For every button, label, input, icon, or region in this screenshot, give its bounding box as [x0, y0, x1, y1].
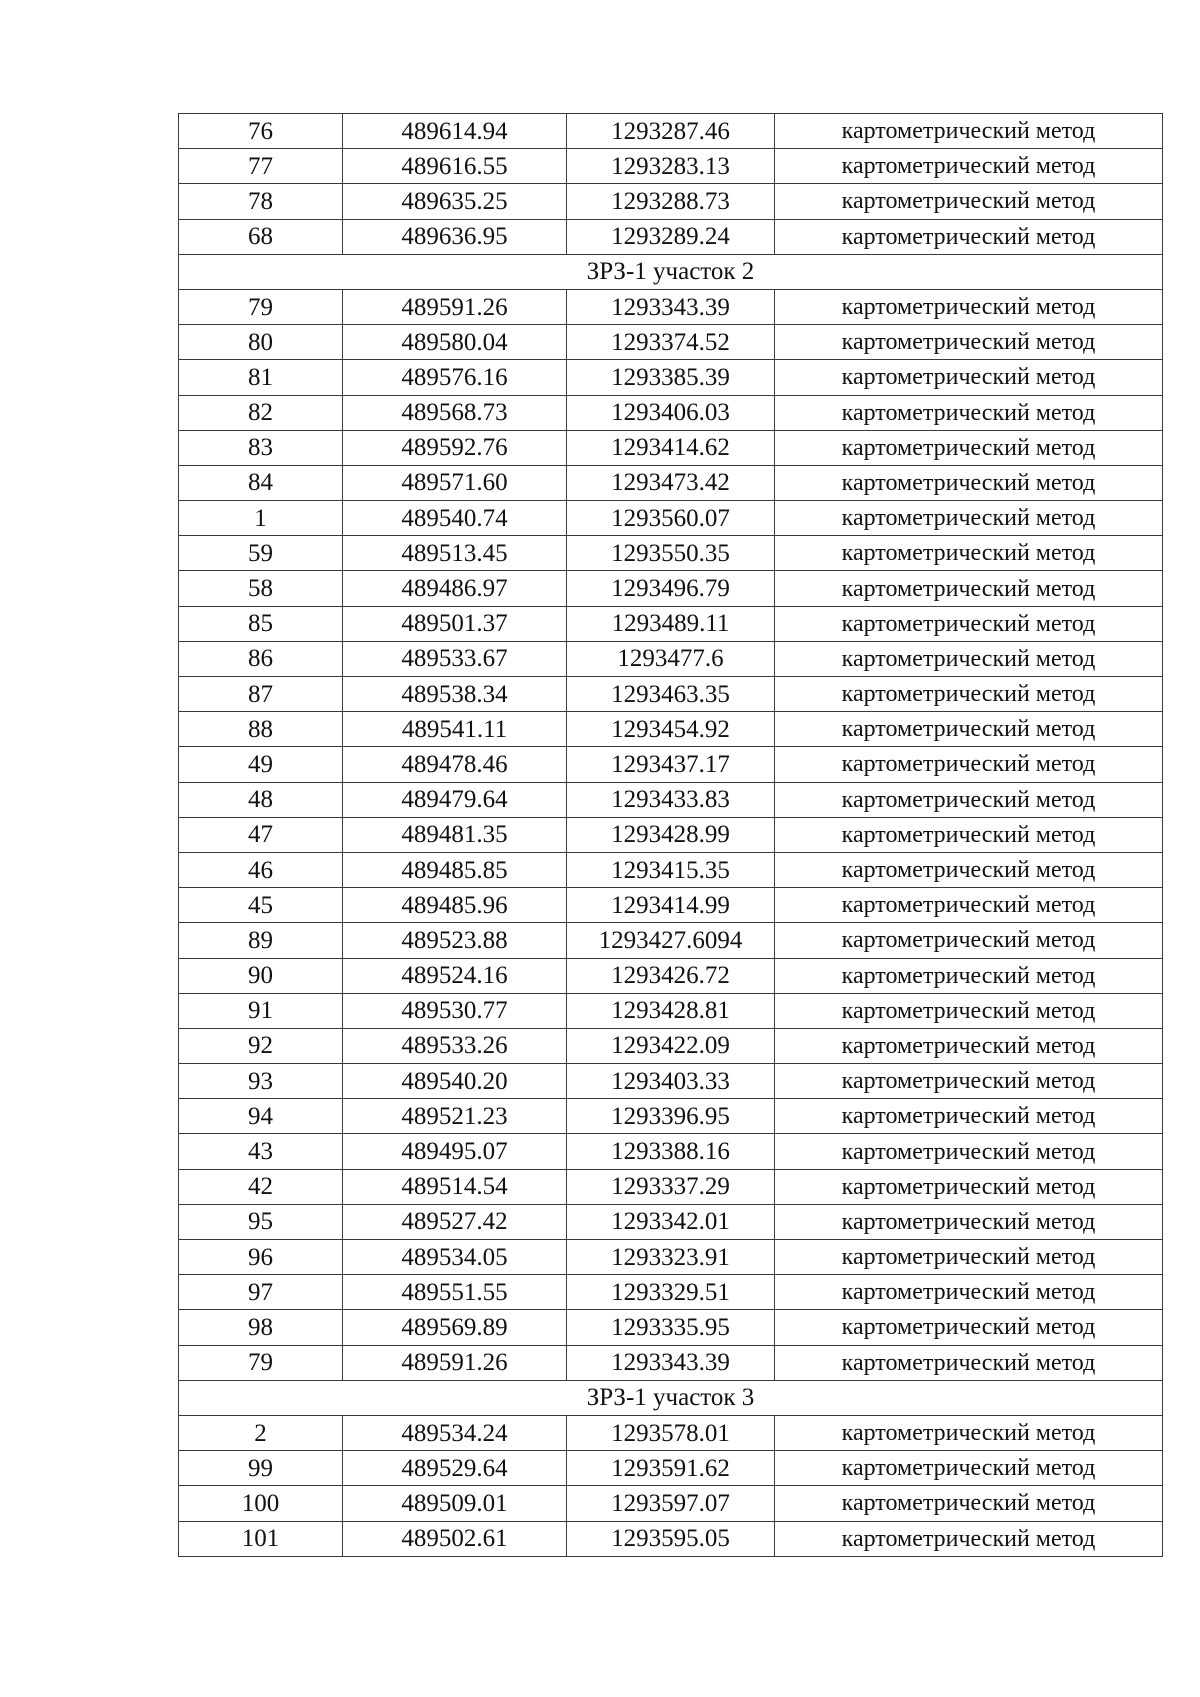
table-row	[179, 1275, 1163, 1310]
point-number-cell: 79	[179, 1345, 343, 1380]
table-row	[179, 360, 1163, 395]
y-coordinate-cell: 1293595.05	[567, 1521, 775, 1556]
method-cell: картометрический метод	[775, 114, 1163, 149]
point-number-cell: 97	[179, 1275, 343, 1310]
point-number-cell: 49	[179, 747, 343, 782]
y-coordinate-cell: 1293329.51	[567, 1275, 775, 1310]
point-number-cell: 96	[179, 1240, 343, 1275]
method-cell: картометрический метод	[775, 923, 1163, 958]
x-coordinate-cell: 489530.77	[343, 993, 567, 1028]
method-cell: картометрический метод	[775, 1451, 1163, 1486]
method-cell: картометрический метод	[775, 430, 1163, 465]
table-row	[179, 782, 1163, 817]
x-coordinate-cell: 489521.23	[343, 1099, 567, 1134]
coordinates-table	[178, 113, 1163, 1557]
y-coordinate-cell: 1293426.72	[567, 958, 775, 993]
method-cell: картометрический метод	[775, 1486, 1163, 1521]
x-coordinate-cell: 489533.67	[343, 641, 567, 676]
y-coordinate-cell: 1293414.62	[567, 430, 775, 465]
point-number-cell: 81	[179, 360, 343, 395]
point-number-cell: 95	[179, 1204, 343, 1239]
y-coordinate-cell: 1293591.62	[567, 1451, 775, 1486]
y-coordinate-cell: 1293342.01	[567, 1204, 775, 1239]
table-row	[179, 1028, 1163, 1063]
method-cell: картометрический метод	[775, 782, 1163, 817]
x-coordinate-cell: 489513.45	[343, 536, 567, 571]
method-cell: картометрический метод	[775, 888, 1163, 923]
y-coordinate-cell: 1293414.99	[567, 888, 775, 923]
method-cell: картометрический метод	[775, 1204, 1163, 1239]
y-coordinate-cell: 1293489.11	[567, 606, 775, 641]
point-number-cell: 59	[179, 536, 343, 571]
y-coordinate-cell: 1293396.95	[567, 1099, 775, 1134]
x-coordinate-cell: 489524.16	[343, 958, 567, 993]
method-cell: картометрический метод	[775, 184, 1163, 219]
method-cell: картометрический метод	[775, 1415, 1163, 1450]
method-cell: картометрический метод	[775, 606, 1163, 641]
y-coordinate-cell: 1293496.79	[567, 571, 775, 606]
table-row	[179, 219, 1163, 254]
x-coordinate-cell: 489534.24	[343, 1415, 567, 1450]
section-header-row	[179, 1380, 1163, 1415]
y-coordinate-cell: 1293477.6	[567, 641, 775, 676]
x-coordinate-cell: 489479.64	[343, 782, 567, 817]
table-row	[179, 852, 1163, 887]
x-coordinate-cell: 489501.37	[343, 606, 567, 641]
table-row	[179, 677, 1163, 712]
y-coordinate-cell: 1293550.35	[567, 536, 775, 571]
method-cell: картометрический метод	[775, 1169, 1163, 1204]
x-coordinate-cell: 489514.54	[343, 1169, 567, 1204]
method-cell: картометрический метод	[775, 536, 1163, 571]
method-cell: картометрический метод	[775, 747, 1163, 782]
point-number-cell: 85	[179, 606, 343, 641]
y-coordinate-cell: 1293454.92	[567, 712, 775, 747]
table-row	[179, 747, 1163, 782]
method-cell: картометрический метод	[775, 1099, 1163, 1134]
y-coordinate-cell: 1293335.95	[567, 1310, 775, 1345]
x-coordinate-cell: 489529.64	[343, 1451, 567, 1486]
table-row	[179, 1345, 1163, 1380]
y-coordinate-cell: 1293433.83	[567, 782, 775, 817]
method-cell: картометрический метод	[775, 1240, 1163, 1275]
method-cell: картометрический метод	[775, 1310, 1163, 1345]
point-number-cell: 91	[179, 993, 343, 1028]
x-coordinate-cell: 489534.05	[343, 1240, 567, 1275]
y-coordinate-cell: 1293337.29	[567, 1169, 775, 1204]
y-coordinate-cell: 1293406.03	[567, 395, 775, 430]
point-number-cell: 42	[179, 1169, 343, 1204]
method-cell: картометрический метод	[775, 149, 1163, 184]
y-coordinate-cell: 1293388.16	[567, 1134, 775, 1169]
table-row	[179, 1521, 1163, 1556]
y-coordinate-cell: 1293343.39	[567, 289, 775, 324]
point-number-cell: 82	[179, 395, 343, 430]
point-number-cell: 2	[179, 1415, 343, 1450]
y-coordinate-cell: 1293422.09	[567, 1028, 775, 1063]
method-cell: картометрический метод	[775, 817, 1163, 852]
y-coordinate-cell: 1293597.07	[567, 1486, 775, 1521]
method-cell: картометрический метод	[775, 571, 1163, 606]
x-coordinate-cell: 489616.55	[343, 149, 567, 184]
method-cell: картометрический метод	[775, 1345, 1163, 1380]
point-number-cell: 84	[179, 465, 343, 500]
point-number-cell: 83	[179, 430, 343, 465]
y-coordinate-cell: 1293403.33	[567, 1064, 775, 1099]
table-row	[179, 958, 1163, 993]
method-cell: картометрический метод	[775, 641, 1163, 676]
point-number-cell: 86	[179, 641, 343, 676]
x-coordinate-cell: 489614.94	[343, 114, 567, 149]
x-coordinate-cell: 489481.35	[343, 817, 567, 852]
table-row	[179, 817, 1163, 852]
y-coordinate-cell: 1293560.07	[567, 501, 775, 536]
x-coordinate-cell: 489486.97	[343, 571, 567, 606]
x-coordinate-cell: 489509.01	[343, 1486, 567, 1521]
table-row	[179, 571, 1163, 606]
point-number-cell: 94	[179, 1099, 343, 1134]
table-row	[179, 325, 1163, 360]
method-cell: картометрический метод	[775, 501, 1163, 536]
point-number-cell: 100	[179, 1486, 343, 1521]
point-number-cell: 47	[179, 817, 343, 852]
y-coordinate-cell: 1293287.46	[567, 114, 775, 149]
x-coordinate-cell: 489592.76	[343, 430, 567, 465]
coordinates-table-body	[179, 114, 1163, 1557]
y-coordinate-cell: 1293323.91	[567, 1240, 775, 1275]
table-row	[179, 1451, 1163, 1486]
x-coordinate-cell: 489635.25	[343, 184, 567, 219]
table-row	[179, 1240, 1163, 1275]
point-number-cell: 76	[179, 114, 343, 149]
x-coordinate-cell: 489478.46	[343, 747, 567, 782]
table-row	[179, 536, 1163, 571]
table-row	[179, 395, 1163, 430]
point-number-cell: 89	[179, 923, 343, 958]
method-cell: картометрический метод	[775, 1134, 1163, 1169]
y-coordinate-cell: 1293415.35	[567, 852, 775, 887]
x-coordinate-cell: 489533.26	[343, 1028, 567, 1063]
table-row	[179, 641, 1163, 676]
method-cell: картометрический метод	[775, 360, 1163, 395]
table-row	[179, 1134, 1163, 1169]
y-coordinate-cell: 1293463.35	[567, 677, 775, 712]
x-coordinate-cell: 489551.55	[343, 1275, 567, 1310]
y-coordinate-cell: 1293428.99	[567, 817, 775, 852]
table-row	[179, 1169, 1163, 1204]
x-coordinate-cell: 489523.88	[343, 923, 567, 958]
method-cell: картометрический метод	[775, 1028, 1163, 1063]
point-number-cell: 99	[179, 1451, 343, 1486]
x-coordinate-cell: 489571.60	[343, 465, 567, 500]
x-coordinate-cell: 489541.11	[343, 712, 567, 747]
section-title: ЗРЗ-1 участок 3	[179, 1380, 1163, 1415]
method-cell: картометрический метод	[775, 219, 1163, 254]
y-coordinate-cell: 1293473.42	[567, 465, 775, 500]
x-coordinate-cell: 489580.04	[343, 325, 567, 360]
point-number-cell: 46	[179, 852, 343, 887]
method-cell: картометрический метод	[775, 1064, 1163, 1099]
point-number-cell: 80	[179, 325, 343, 360]
x-coordinate-cell: 489527.42	[343, 1204, 567, 1239]
table-row	[179, 501, 1163, 536]
x-coordinate-cell: 489502.61	[343, 1521, 567, 1556]
method-cell: картометрический метод	[775, 1275, 1163, 1310]
table-row	[179, 1204, 1163, 1239]
point-number-cell: 1	[179, 501, 343, 536]
point-number-cell: 43	[179, 1134, 343, 1169]
table-row	[179, 1099, 1163, 1134]
point-number-cell: 79	[179, 289, 343, 324]
point-number-cell: 58	[179, 571, 343, 606]
y-coordinate-cell: 1293427.6094	[567, 923, 775, 958]
method-cell: картометрический метод	[775, 289, 1163, 324]
y-coordinate-cell: 1293428.81	[567, 993, 775, 1028]
y-coordinate-cell: 1293374.52	[567, 325, 775, 360]
point-number-cell: 93	[179, 1064, 343, 1099]
point-number-cell: 78	[179, 184, 343, 219]
x-coordinate-cell: 489540.20	[343, 1064, 567, 1099]
point-number-cell: 88	[179, 712, 343, 747]
table-row	[179, 149, 1163, 184]
x-coordinate-cell: 489636.95	[343, 219, 567, 254]
section-title: ЗРЗ-1 участок 2	[179, 254, 1163, 289]
method-cell: картометрический метод	[775, 465, 1163, 500]
y-coordinate-cell: 1293343.39	[567, 1345, 775, 1380]
point-number-cell: 101	[179, 1521, 343, 1556]
x-coordinate-cell: 489591.26	[343, 1345, 567, 1380]
method-cell: картометрический метод	[775, 852, 1163, 887]
point-number-cell: 87	[179, 677, 343, 712]
x-coordinate-cell: 489568.73	[343, 395, 567, 430]
table-row	[179, 993, 1163, 1028]
table-row	[179, 888, 1163, 923]
method-cell: картометрический метод	[775, 958, 1163, 993]
table-row	[179, 712, 1163, 747]
table-row	[179, 1064, 1163, 1099]
y-coordinate-cell: 1293578.01	[567, 1415, 775, 1450]
point-number-cell: 92	[179, 1028, 343, 1063]
method-cell: картометрический метод	[775, 395, 1163, 430]
y-coordinate-cell: 1293289.24	[567, 219, 775, 254]
method-cell: картометрический метод	[775, 1521, 1163, 1556]
method-cell: картометрический метод	[775, 677, 1163, 712]
x-coordinate-cell: 489538.34	[343, 677, 567, 712]
method-cell: картометрический метод	[775, 993, 1163, 1028]
point-number-cell: 45	[179, 888, 343, 923]
x-coordinate-cell: 489485.96	[343, 888, 567, 923]
table-row	[179, 430, 1163, 465]
x-coordinate-cell: 489591.26	[343, 289, 567, 324]
table-row	[179, 923, 1163, 958]
point-number-cell: 77	[179, 149, 343, 184]
x-coordinate-cell: 489576.16	[343, 360, 567, 395]
point-number-cell: 68	[179, 219, 343, 254]
table-row	[179, 184, 1163, 219]
table-row	[179, 606, 1163, 641]
table-row	[179, 1310, 1163, 1345]
section-header-row	[179, 254, 1163, 289]
table-row	[179, 1486, 1163, 1521]
method-cell: картометрический метод	[775, 712, 1163, 747]
table-row	[179, 114, 1163, 149]
x-coordinate-cell: 489569.89	[343, 1310, 567, 1345]
method-cell: картометрический метод	[775, 325, 1163, 360]
point-number-cell: 48	[179, 782, 343, 817]
table-row	[179, 1415, 1163, 1450]
x-coordinate-cell: 489540.74	[343, 501, 567, 536]
point-number-cell: 90	[179, 958, 343, 993]
table-row	[179, 465, 1163, 500]
y-coordinate-cell: 1293288.73	[567, 184, 775, 219]
x-coordinate-cell: 489485.85	[343, 852, 567, 887]
y-coordinate-cell: 1293283.13	[567, 149, 775, 184]
x-coordinate-cell: 489495.07	[343, 1134, 567, 1169]
table-row	[179, 289, 1163, 324]
y-coordinate-cell: 1293385.39	[567, 360, 775, 395]
point-number-cell: 98	[179, 1310, 343, 1345]
y-coordinate-cell: 1293437.17	[567, 747, 775, 782]
